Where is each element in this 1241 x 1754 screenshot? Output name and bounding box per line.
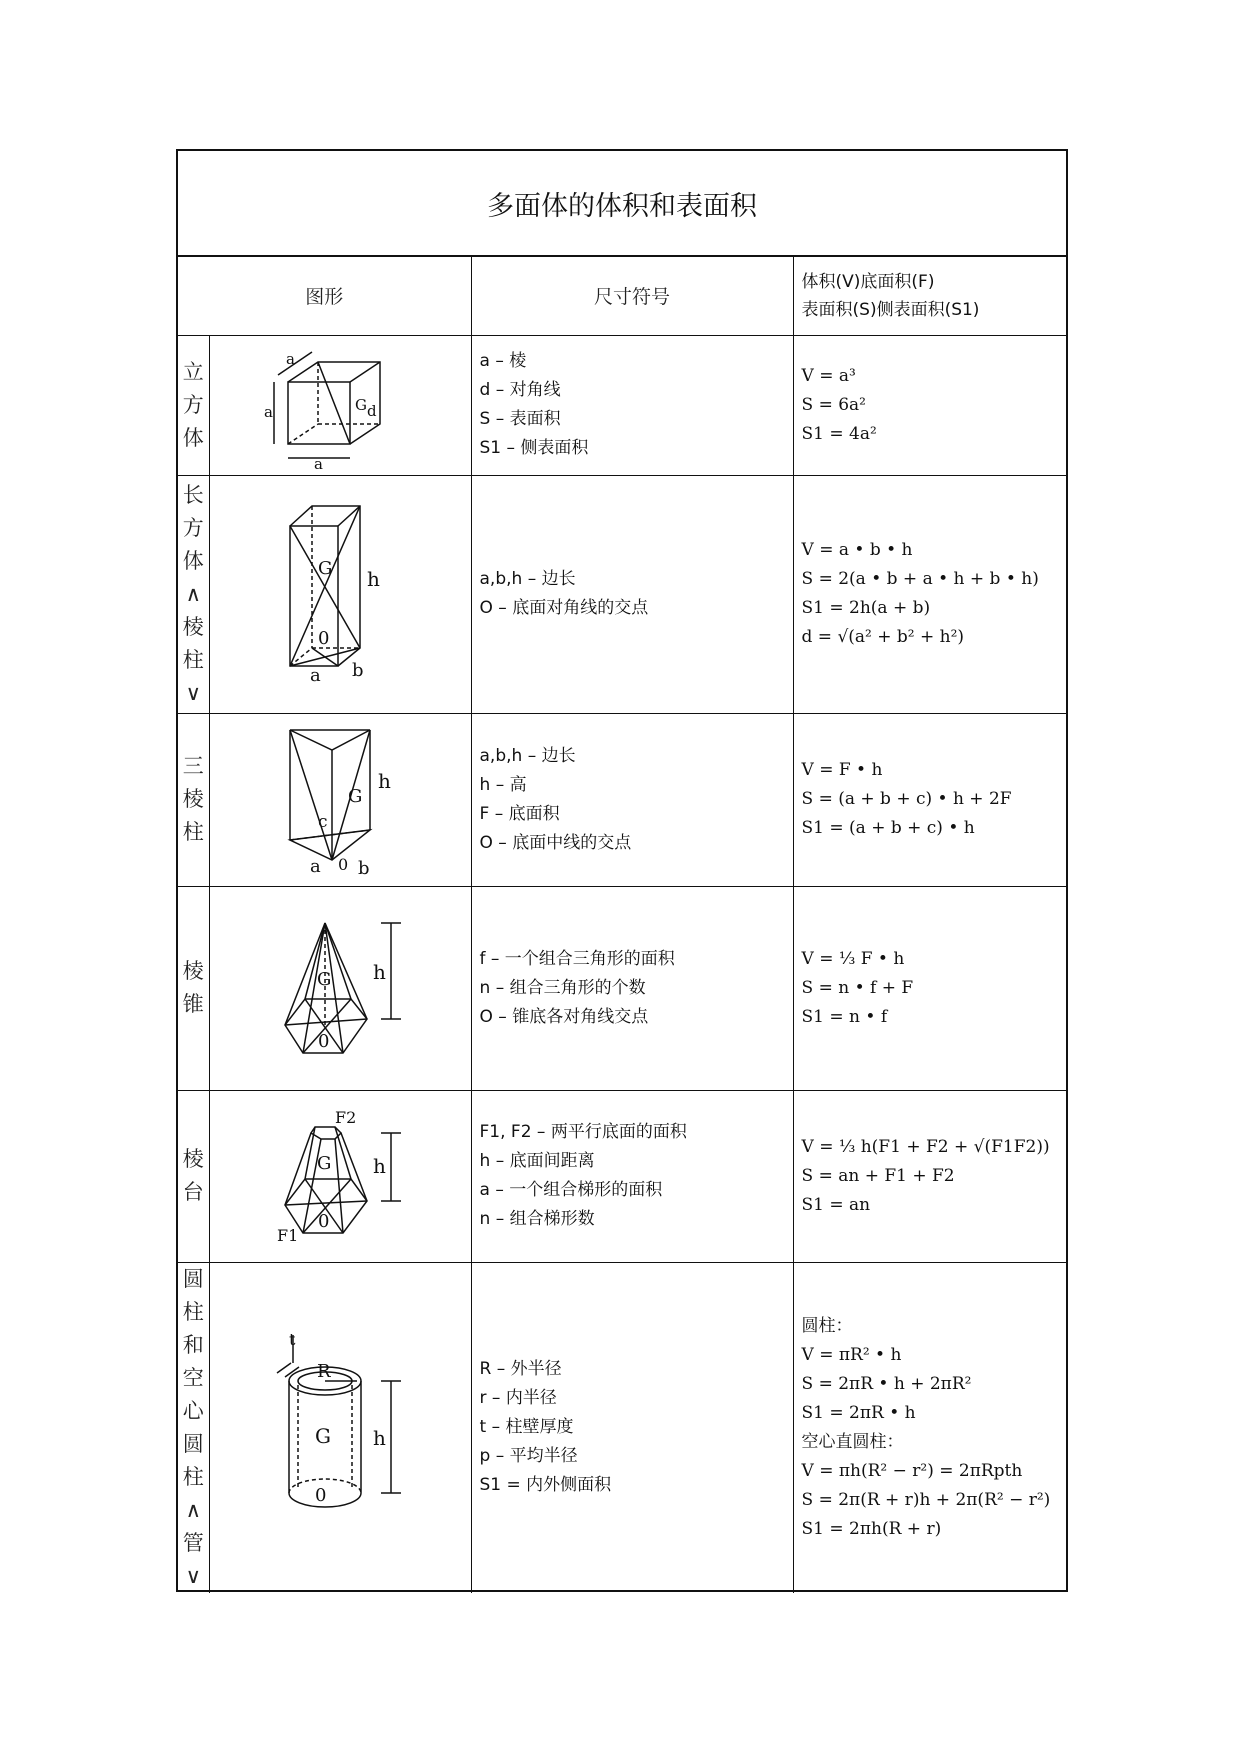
- formula-line: d = √(a² + b² + h²): [801, 627, 965, 647]
- symbol-line: F1, F2 – 两平行底面的面积: [479, 1122, 687, 1142]
- label-t: t: [289, 1332, 296, 1349]
- formula-cell: [793, 713, 1066, 886]
- symbol-line: S1 = 内外侧面积: [479, 1475, 612, 1495]
- label-h: h: [378, 769, 391, 793]
- symbol-line: a,b,h – 边长: [479, 745, 576, 766]
- formula-line: S = n • f + F: [801, 977, 914, 998]
- label-g: G: [317, 1153, 332, 1174]
- formula-line: S = 6a²: [801, 394, 866, 415]
- symbol-line: O – 锥底各对角线交点: [479, 1006, 649, 1027]
- label-char: 长: [182, 482, 204, 507]
- formula-line: S = 2πR • h + 2πR²: [801, 1373, 972, 1394]
- cube-diagram: [260, 340, 420, 470]
- label-char: 体: [182, 548, 204, 573]
- formula-line: V = a³: [801, 365, 856, 386]
- symbol-line: f – 一个组合三角形的面积: [479, 948, 675, 969]
- label-char: 柱: [182, 1464, 204, 1489]
- symbol-line: n – 组合梯形数: [479, 1209, 595, 1229]
- label-d: d: [367, 402, 377, 420]
- formula-line: V = F • h: [801, 760, 883, 780]
- symbol-line: R – 外半径: [479, 1359, 562, 1379]
- label-c: c: [318, 812, 328, 832]
- label-char: 棱: [182, 787, 204, 811]
- label-h: h: [373, 1154, 386, 1178]
- label-f1: F1: [277, 1226, 299, 1245]
- formula-cell: [793, 886, 1066, 1090]
- formula-line: S1 = 2h(a + b): [801, 598, 931, 618]
- label-a-top: a: [286, 350, 295, 368]
- label-h: h: [373, 1425, 386, 1450]
- formula-table: [178, 257, 1066, 1593]
- symbol-line: p – 平均半径: [479, 1446, 578, 1466]
- label-char: 方: [182, 392, 204, 417]
- frustum-diagram: [265, 1101, 415, 1251]
- label-b: b: [352, 660, 364, 681]
- formula-line: S = 2π(R + r)h + 2π(R² − r²): [801, 1489, 1051, 1510]
- formula-line: V = πh(R² − r²) = 2πRpth: [801, 1460, 1023, 1481]
- label-char: 立: [182, 359, 204, 384]
- table-row: [178, 475, 1066, 713]
- formula-line: V = a • b • h: [801, 540, 913, 560]
- figure-cell: [209, 713, 471, 886]
- label-o: 0: [318, 1031, 330, 1052]
- symbol-line: d – 对角线: [479, 380, 561, 400]
- label-a: a: [310, 665, 321, 684]
- label-char: 台: [182, 1180, 204, 1204]
- symbol-line: a,b,h – 边长: [479, 569, 576, 589]
- label-char: 方: [182, 515, 204, 540]
- symbol-line: a – 棱: [479, 351, 527, 371]
- label-char: 心: [182, 1398, 204, 1423]
- formula-sheet: [176, 149, 1068, 1592]
- label-g: G: [317, 969, 332, 990]
- label-char: 圆: [182, 1266, 204, 1291]
- header-volume-line1: 体积(V)底面积(F): [801, 271, 935, 292]
- formula-cell: [793, 1090, 1066, 1262]
- header-symbols: 尺寸符号: [471, 257, 793, 335]
- formula-line: S1 = 2πR • h: [801, 1402, 916, 1423]
- label-char: 圆: [182, 1431, 204, 1456]
- label-a-bottom: a: [314, 455, 323, 470]
- cuboid-diagram: [270, 504, 410, 684]
- formula-line: S1 = n • f: [801, 1006, 888, 1027]
- header-figure: 图形: [178, 257, 471, 335]
- cylinder-diagram: [265, 1333, 415, 1523]
- formula-line: S1 = (a + b + c) • h: [801, 818, 975, 838]
- label-a-side: a: [264, 403, 273, 421]
- label-o: 0: [318, 628, 330, 649]
- formula-line: V = πR² • h: [801, 1344, 902, 1365]
- symbol-line: F – 底面积: [479, 803, 560, 824]
- formula-line: S1 = 2πh(R + r): [801, 1518, 942, 1539]
- page-title: 多面体的体积和表面积: [178, 151, 1066, 257]
- label-h: h: [373, 960, 386, 984]
- label-a: a: [310, 856, 321, 877]
- label-char: ∨: [185, 1563, 201, 1588]
- figure-cell: [209, 886, 471, 1090]
- label-o: 0: [338, 855, 349, 874]
- label-r: R: [317, 1360, 331, 1382]
- formula-line: S = an + F1 + F2: [801, 1165, 955, 1186]
- label-f2: F2: [335, 1108, 357, 1127]
- table-row: [178, 1262, 1066, 1593]
- label-char: 柱: [182, 820, 204, 844]
- symbols-cell: [471, 1090, 793, 1262]
- label-char: 管: [182, 1530, 204, 1555]
- symbol-line: a – 一个组合梯形的面积: [479, 1180, 663, 1200]
- formula-heading: 空心直圆柱：: [801, 1431, 904, 1452]
- label-char: 柱: [182, 1299, 204, 1324]
- table-row: [178, 713, 1066, 886]
- symbols-cell: [471, 335, 793, 475]
- symbol-line: S – 表面积: [479, 409, 561, 429]
- symbols-cell: [471, 886, 793, 1090]
- row-label: [178, 886, 209, 1090]
- figure-cell: [209, 335, 471, 475]
- figure-cell: [209, 475, 471, 713]
- label-h: h: [367, 567, 380, 591]
- label-char: 和: [182, 1332, 204, 1357]
- row-label: [178, 475, 209, 713]
- symbol-line: t – 柱壁厚度: [479, 1417, 574, 1437]
- label-char: ∧: [185, 581, 201, 606]
- row-label: [178, 713, 209, 886]
- table-row: [178, 1090, 1066, 1262]
- symbols-cell: [471, 475, 793, 713]
- formula-line: S = (a + b + c) • h + 2F: [801, 789, 1012, 809]
- symbol-line: O – 底面中线的交点: [479, 832, 632, 853]
- label-g: G: [318, 558, 333, 579]
- symbol-line: r – 内半径: [479, 1388, 557, 1408]
- triangular-prism-diagram: [270, 722, 410, 877]
- formula-cell: [793, 335, 1066, 475]
- formula-heading: 圆柱：: [801, 1315, 853, 1336]
- header-volume: [793, 257, 1066, 335]
- symbol-line: O – 底面对角线的交点: [479, 598, 649, 618]
- formula-cell: [793, 1262, 1066, 1593]
- row-label: [178, 1090, 209, 1262]
- label-g: G: [315, 1423, 331, 1448]
- symbol-line: h – 底面间距离: [479, 1151, 595, 1171]
- formula-line: S1 = an: [801, 1194, 871, 1215]
- label-g: G: [348, 786, 363, 807]
- table-row: [178, 335, 1066, 475]
- symbols-cell: [471, 713, 793, 886]
- formula-cell: [793, 475, 1066, 713]
- label-char: 体: [182, 425, 204, 450]
- label-char: 柱: [182, 647, 204, 672]
- label-char: 棱: [182, 614, 204, 639]
- label-char: 棱: [182, 1147, 204, 1171]
- label-char: 锥: [182, 992, 204, 1016]
- header-volume-line2: 表面积(S)侧表面积(S1): [801, 299, 980, 320]
- pyramid-diagram: [265, 913, 415, 1063]
- header-row: [178, 257, 1066, 335]
- figure-cell: [209, 1262, 471, 1593]
- symbol-line: h – 高: [479, 774, 527, 795]
- table-row: [178, 886, 1066, 1090]
- label-char: 棱: [182, 959, 204, 983]
- label-char: ∨: [185, 680, 201, 705]
- formula-line: S1 = 4a²: [801, 423, 877, 444]
- label-o: 0: [315, 1484, 327, 1506]
- symbol-line: S1 – 侧表面积: [479, 438, 589, 458]
- symbols-cell: [471, 1262, 793, 1593]
- row-label: [178, 335, 209, 475]
- label-char: 空: [182, 1365, 204, 1390]
- label-char: 三: [182, 754, 204, 778]
- row-label: [178, 1262, 209, 1593]
- label-g: G: [355, 396, 367, 414]
- label-o: 0: [318, 1211, 330, 1232]
- formula-line: S = 2(a • b + a • h + b • h): [801, 569, 1039, 589]
- label-char: ∧: [185, 1497, 201, 1522]
- symbol-line: n – 组合三角形的个数: [479, 977, 646, 998]
- formula-line: V = ⅓ F • h: [801, 948, 905, 969]
- label-b: b: [358, 858, 370, 877]
- formula-line: V = ⅓ h(F1 + F2 + √(F1F2)): [801, 1136, 1050, 1157]
- figure-cell: [209, 1090, 471, 1262]
